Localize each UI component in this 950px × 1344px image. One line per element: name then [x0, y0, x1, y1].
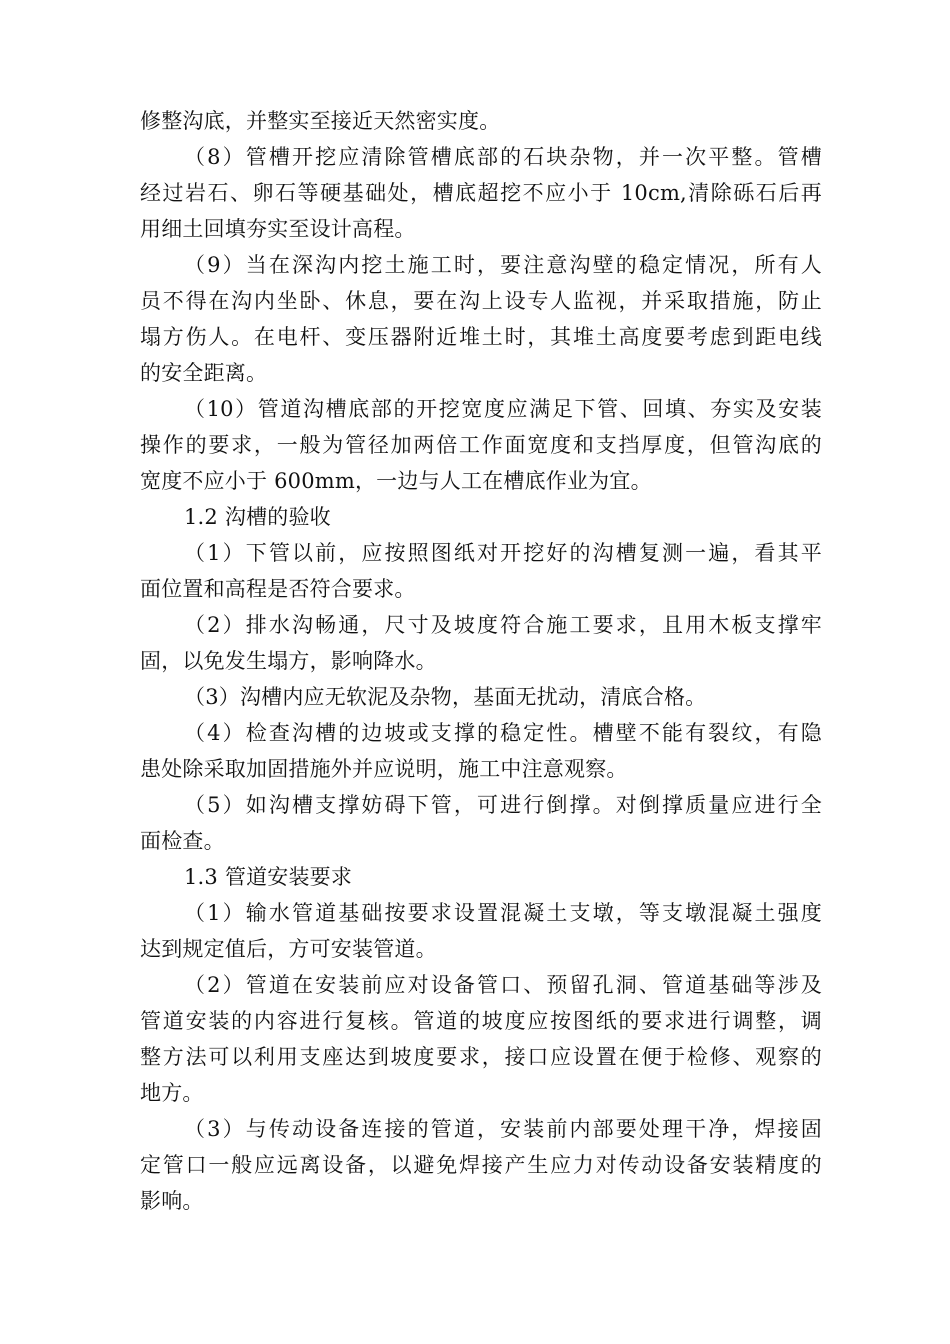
text-line-7: 塌方伤人。在电杆、变压器附近堆土时，其堆土高度要考虑到距电线: [140, 325, 822, 349]
text-line-16: 固，以免发生塌方，影响降水。: [140, 649, 437, 673]
text-line-17: （3）沟槽内应无软泥及杂物，基面无扰动，清底合格。: [184, 685, 707, 709]
text-line-8: 的安全距离。: [140, 361, 268, 385]
text-line-13: （1）下管以前，应按照图纸对开挖好的沟槽复测一遍，看其平: [184, 541, 822, 565]
text-line-25: （2）管道在安装前应对设备管口、预留孔洞、管道基础等涉及: [184, 973, 822, 997]
text-line-4: 用细土回填夯实至设计高程。: [140, 217, 416, 241]
text-line-5: （9）当在深沟内挖土施工时，要注意沟壁的稳定情况，所有人: [184, 253, 822, 277]
text-line-26: 管道安装的内容进行复核。管道的坡度应按图纸的要求进行调整，调: [140, 1009, 822, 1033]
text-line-11: 宽度不应小于 600mm，一边与人工在槽底作业为宜。: [140, 469, 652, 493]
text-line-27: 整方法可以利用支座达到坡度要求，接口应设置在便于检修、观察的: [140, 1045, 822, 1069]
text-line-1: 修整沟底，并整实至接近天然密实度。: [140, 109, 501, 133]
text-line-6: 员不得在沟内坐卧、休息，要在沟上设专人监视，并采取措施，防止: [140, 289, 822, 313]
text-line-15: （2）排水沟畅通，尺寸及坡度符合施工要求，且用木板支撑牢: [184, 613, 822, 637]
text-line-23: （1）输水管道基础按要求设置混凝土支墩，等支墩混凝土强度: [184, 901, 822, 925]
section-heading-1-3: 1.3 管道安装要求: [184, 865, 353, 889]
text-line-28: 地方。: [140, 1081, 204, 1105]
text-line-18: （4）检查沟槽的边坡或支撑的稳定性。槽壁不能有裂纹，有隐: [184, 721, 822, 745]
section-heading-1-2: 1.2 沟槽的验收: [184, 505, 331, 529]
text-line-29: （3）与传动设备连接的管道，安装前内部要处理干净，焊接固: [184, 1117, 822, 1141]
text-line-9: （10）管道沟槽底部的开挖宽度应满足下管、回填、夯实及安装: [184, 397, 822, 421]
text-line-31: 影响。: [140, 1189, 204, 1213]
text-line-21: 面检查。: [140, 829, 225, 853]
text-line-30: 定管口一般应远离设备，以避免焊接产生应力对传动设备安装精度的: [140, 1153, 822, 1177]
text-line-24: 达到规定值后，方可安装管道。: [140, 937, 437, 961]
text-line-2: （8）管槽开挖应清除管槽底部的石块杂物，并一次平整。管槽: [184, 145, 822, 169]
text-line-10: 操作的要求，一般为管径加两倍工作面宽度和支挡厚度，但管沟底的: [140, 433, 822, 457]
text-line-20: （5）如沟槽支撑妨碍下管，可进行倒撑。对倒撑质量应进行全: [184, 793, 822, 817]
text-line-19: 患处除采取加固措施外并应说明，施工中注意观察。: [140, 757, 628, 781]
document-page: [140, 103, 822, 1219]
text-line-14: 面位置和高程是否符合要求。: [140, 577, 416, 601]
text-line-3: 经过岩石、卵石等硬基础处，槽底超挖不应小于 10cm,清除砾石后再: [140, 181, 822, 205]
